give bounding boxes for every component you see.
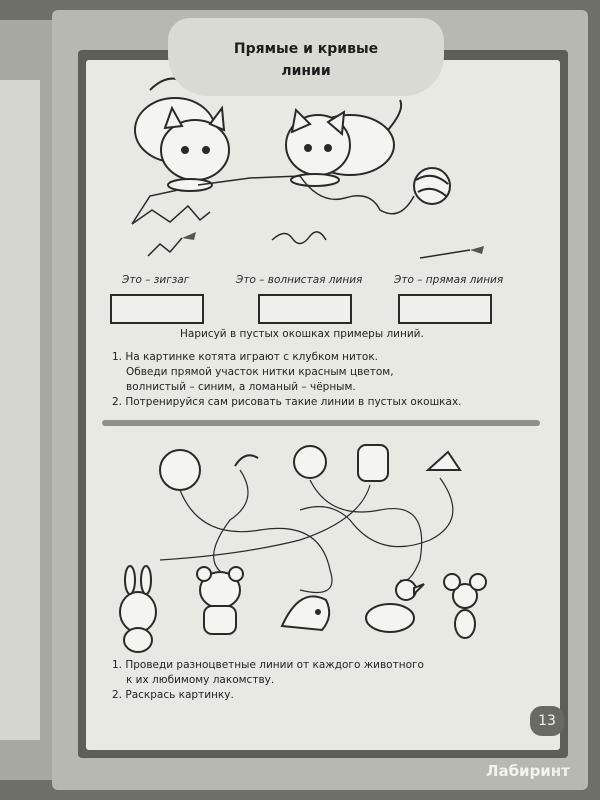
wavy-sample (272, 232, 326, 244)
honey-barrel-icon (358, 445, 388, 481)
bear-icon (197, 567, 243, 634)
page-title (168, 38, 444, 82)
task-list-top (112, 350, 462, 410)
task-line: к их любимому лакомству. (126, 674, 275, 686)
answer-box-wavy[interactable] (258, 294, 352, 324)
straight-sample (420, 250, 470, 258)
answer-box-zigzag[interactable] (110, 294, 204, 324)
task-line: 2. Потренируйся сам рисовать такие линии в пустых окошках. (112, 396, 462, 408)
task-line: 1. На картинке котята играют с клубком ниток. (112, 351, 379, 363)
mouse-icon (444, 574, 486, 638)
task-line: 1. Проведи разноцветные линии от каждого животного (112, 659, 424, 671)
task-line: волнистый – синим, а ломаный – чёрным. (126, 381, 356, 393)
bird-icon (366, 580, 424, 632)
title-line-2: линии (281, 63, 331, 79)
label-straight: Это – прямая линия (394, 274, 504, 286)
bunny-icon (120, 566, 156, 652)
task-line: 2. Раскрась картинку. (112, 689, 234, 701)
thread-straight (198, 176, 300, 185)
worm-icon (235, 455, 258, 466)
apple-icon (294, 446, 326, 478)
task-line: Обведи прямой участок нитки красным цветом, (126, 366, 394, 378)
yarn-ball-icon (414, 168, 450, 204)
answer-box-straight[interactable] (398, 294, 492, 324)
cheese-icon (428, 452, 460, 470)
zigzag-sample (148, 238, 182, 256)
pencil-icon-2 (470, 246, 484, 254)
pencil-icon (182, 232, 196, 240)
label-wavy: Это – волнистая линия (236, 274, 363, 286)
page-number: 13 (530, 706, 564, 736)
task-list-bottom (112, 658, 424, 703)
title-tab (168, 18, 444, 96)
section-divider (102, 420, 540, 426)
hedgehog-icon (282, 596, 329, 630)
title-line-1: Прямые и кривые (233, 41, 379, 57)
thread-zigzag (132, 190, 210, 224)
cabbage-icon (160, 450, 200, 490)
kitten-right-icon (286, 100, 401, 186)
label-zigzag: Это – зигзаг (122, 274, 190, 286)
instruction-text: Нарисуй в пустых окошках примеры линий. (180, 328, 424, 340)
watermark: Лабиринт (486, 762, 570, 780)
